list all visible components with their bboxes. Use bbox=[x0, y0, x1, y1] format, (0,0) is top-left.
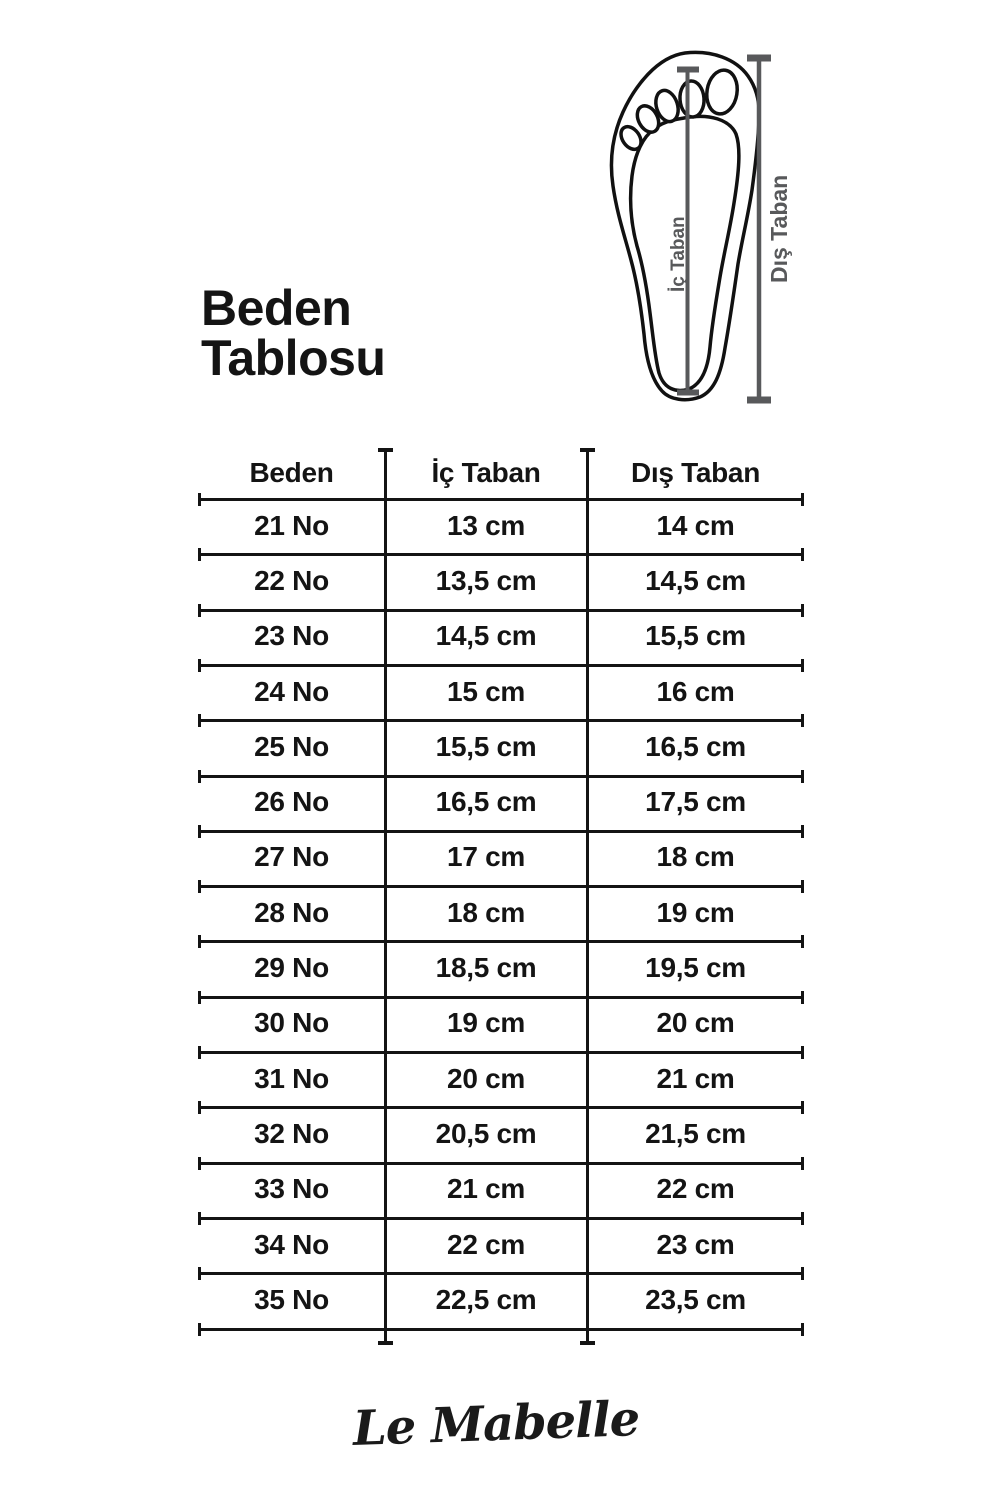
size-cell: 28 No bbox=[254, 896, 329, 928]
outer-sole-cell: 23 cm bbox=[656, 1228, 735, 1260]
table-row bbox=[198, 1162, 804, 1217]
header-dis-taban: Dış Taban bbox=[630, 457, 761, 488]
inner-sole-cell: 20 cm bbox=[447, 1062, 525, 1094]
big-toe bbox=[704, 68, 741, 116]
inner-sole-cell: 15 cm bbox=[447, 675, 525, 707]
toes bbox=[617, 68, 740, 153]
table-row bbox=[198, 940, 804, 995]
size-cell: 26 No bbox=[254, 786, 329, 818]
foot-measurement-diagram bbox=[600, 20, 800, 420]
outer-sole-cell: 23,5 cm bbox=[645, 1283, 746, 1315]
size-cell: 27 No bbox=[254, 841, 329, 873]
inner-sole-cell: 13,5 cm bbox=[435, 564, 537, 596]
outer-sole-cell: 21,5 cm bbox=[645, 1117, 746, 1149]
table-row bbox=[198, 1217, 804, 1272]
size-cell: 30 No bbox=[254, 1007, 329, 1039]
inner-sole-cell: 17 cm bbox=[447, 841, 525, 873]
outer-sole-cell: 16,5 cm bbox=[645, 730, 746, 762]
table-row bbox=[198, 830, 804, 885]
outer-sole-cell: 16 cm bbox=[656, 675, 735, 707]
inner-sole-cell: 21 cm bbox=[447, 1173, 525, 1205]
inner-sole-cell: 15,5 cm bbox=[435, 730, 537, 762]
size-cell: 34 No bbox=[254, 1228, 329, 1260]
table-row bbox=[198, 719, 804, 774]
inner-sole-cell: 18,5 cm bbox=[435, 952, 537, 984]
header-ic-taban: İç Taban bbox=[431, 457, 541, 488]
table-row bbox=[198, 609, 804, 664]
size-cell: 33 No bbox=[254, 1173, 329, 1205]
outer-sole-cell: 19 cm bbox=[656, 896, 735, 928]
table-row bbox=[198, 885, 804, 940]
table-row bbox=[198, 1272, 804, 1327]
inner-sole-cell: 13 cm bbox=[447, 509, 525, 541]
table-row bbox=[198, 1051, 804, 1106]
size-cell: 23 No bbox=[254, 620, 329, 652]
inner-sole-cell: 14,5 cm bbox=[435, 620, 537, 652]
page-title bbox=[201, 280, 386, 386]
header-beden: Beden bbox=[249, 457, 334, 488]
inner-sole-cell: 22,5 cm bbox=[435, 1283, 537, 1315]
size-cell: 24 No bbox=[254, 675, 329, 707]
outer-sole-cell: 14 cm bbox=[656, 509, 735, 541]
brand-logo: Le Mabelle bbox=[351, 1391, 641, 1457]
inner-sole-label: İç Taban bbox=[668, 216, 689, 292]
inner-sole-cell: 16,5 cm bbox=[435, 786, 537, 818]
outer-sole-cell: 18 cm bbox=[656, 841, 735, 873]
outer-sole-cell: 20 cm bbox=[656, 1007, 735, 1039]
outer-sole-cell: 22 cm bbox=[656, 1173, 735, 1205]
outer-sole-cell: 21 cm bbox=[656, 1062, 735, 1094]
size-cell: 29 No bbox=[254, 952, 329, 984]
outer-sole-cell: 19,5 cm bbox=[645, 952, 746, 984]
inner-sole-cell: 20,5 cm bbox=[435, 1117, 537, 1149]
inner-sole-cell: 19 cm bbox=[447, 1007, 525, 1039]
size-cell: 21 No bbox=[254, 509, 329, 541]
table-header-row bbox=[198, 448, 804, 498]
toe-2 bbox=[679, 80, 705, 118]
inner-sole-cell: 18 cm bbox=[447, 896, 525, 928]
page-title-line1: Beden bbox=[201, 280, 352, 336]
size-cell: 35 No bbox=[254, 1283, 329, 1315]
outer-sole-cell: 14,5 cm bbox=[645, 564, 746, 596]
table-row bbox=[198, 775, 804, 830]
size-cell: 22 No bbox=[254, 564, 329, 596]
size-cell: 32 No bbox=[254, 1117, 329, 1149]
size-cell: 25 No bbox=[254, 730, 329, 762]
table-row bbox=[198, 1106, 804, 1161]
size-table bbox=[198, 448, 804, 1345]
table-row bbox=[198, 498, 804, 553]
page-title-line2: Tablosu bbox=[201, 330, 386, 386]
size-cell: 31 No bbox=[254, 1062, 329, 1094]
outer-sole-label: Dış Taban bbox=[766, 174, 792, 283]
outer-sole-cell: 15,5 cm bbox=[645, 620, 746, 652]
table-bottom-line bbox=[198, 1328, 804, 1331]
table-row bbox=[198, 664, 804, 719]
table-row bbox=[198, 996, 804, 1051]
table-row bbox=[198, 553, 804, 608]
outer-sole-cell: 17,5 cm bbox=[645, 786, 746, 818]
inner-sole-cell: 22 cm bbox=[447, 1228, 525, 1260]
